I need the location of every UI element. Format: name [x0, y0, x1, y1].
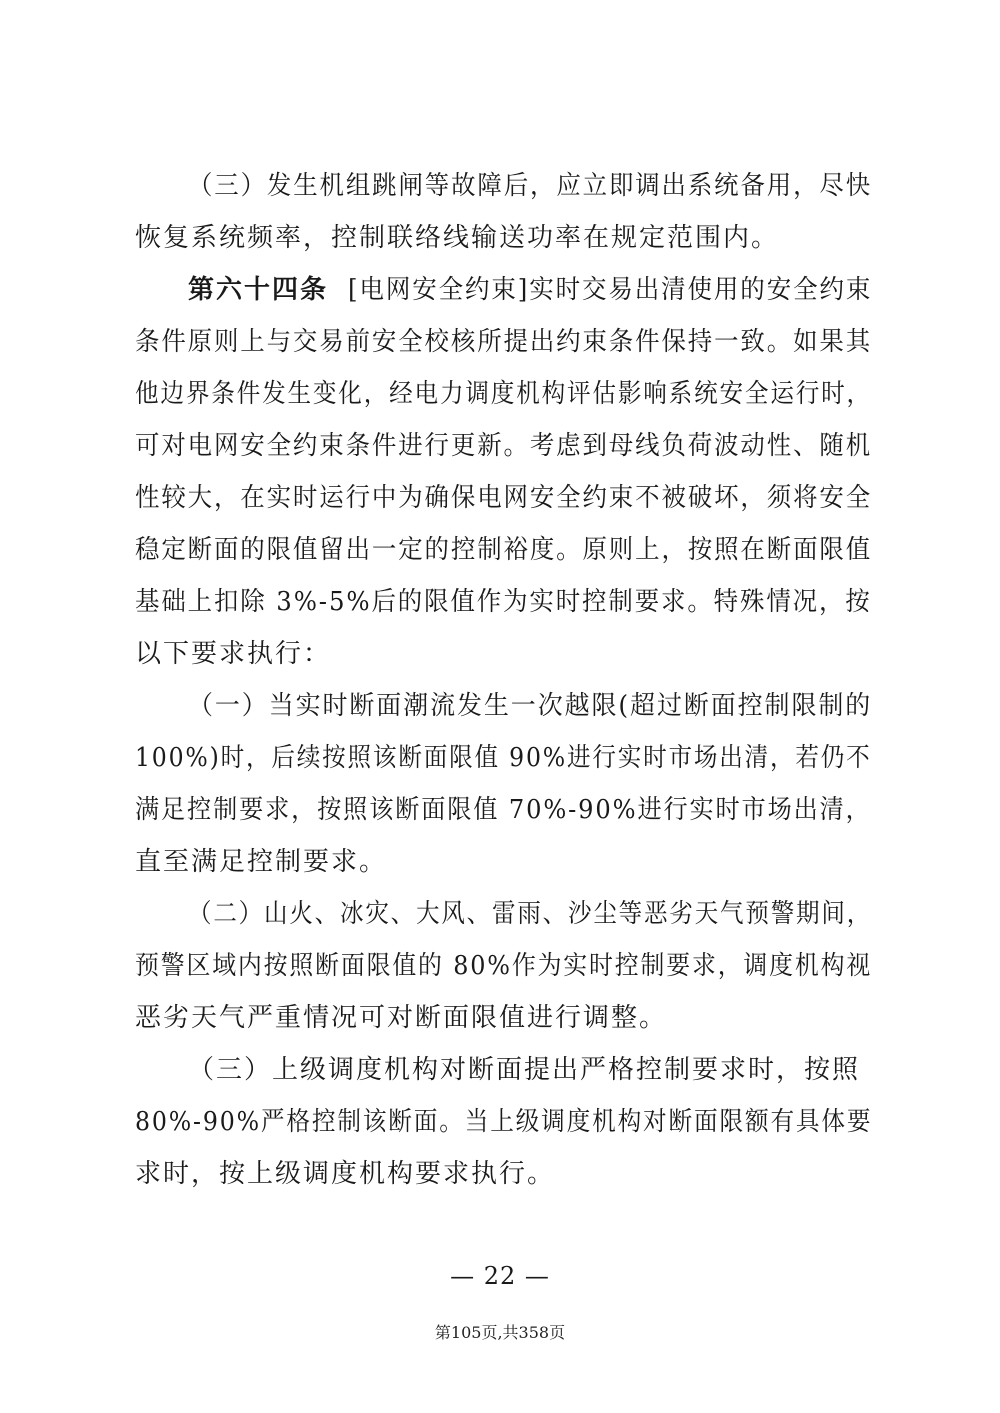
- paragraph-line: 恶劣天气严重情况可对断面限值进行调整。: [135, 1003, 668, 1033]
- page-number: — 22 —: [450, 1262, 550, 1290]
- paragraph-line: （三）发生机组跳闸等故障后，应立即调出系统备用，尽快: [188, 171, 873, 201]
- paragraph-line: 求时，按上级调度机构要求执行。: [135, 1159, 556, 1189]
- paragraph-line: [电网安全约束]实时交易出清使用的安全约束: [348, 275, 873, 305]
- paragraph-line: 100%)时，后续按照该断面限值 90%进行实时市场出清，若仍不: [135, 743, 872, 773]
- paragraph-line: （二）山火、冰灾、大风、雷雨、沙尘等恶劣天气预警期间，: [188, 899, 873, 929]
- paragraph-line: 条件原则上与交易前安全校核所提出约束条件保持一致。如果其: [135, 327, 873, 357]
- paragraph-line: 满足控制要求，按照该断面限值 70%-90%进行实时市场出清，: [135, 795, 872, 825]
- article-heading: 第六十四条: [188, 275, 329, 305]
- paragraph-line: 稳定断面的限值留出一定的控制裕度。原则上，按照在断面限值: [135, 535, 873, 565]
- paragraph-line: 以下要求执行：: [135, 639, 332, 669]
- paragraph-line: 直至满足控制要求。: [135, 847, 388, 877]
- paragraph-line: （三）上级调度机构对断面提出严格控制要求时，按照: [188, 1055, 861, 1085]
- paragraph-line: （一）当实时断面潮流发生一次越限(超过断面控制限制的: [188, 691, 873, 721]
- paragraph-line: 性较大，在实时运行中为确保电网安全约束不被破坏，须将安全: [135, 483, 873, 513]
- paragraph-line: 预警区域内按照断面限值的 80%作为实时控制要求，调度机构视: [135, 951, 873, 981]
- paragraph-line: 恢复系统频率，控制联络线输送功率在规定范围内。: [135, 223, 780, 253]
- paragraph-line: 可对电网安全约束条件进行更新。考虑到母线负荷波动性、随机: [135, 431, 873, 461]
- page-footer: 第105页,共358页: [434, 1323, 566, 1342]
- paragraph-line: 基础上扣除 3%-5%后的限值作为实时控制要求。特殊情况，按: [135, 587, 872, 617]
- paragraph-line: 他边界条件发生变化，经电力调度机构评估影响系统安全运行时，: [135, 379, 872, 409]
- paragraph-line: 80%-90%严格控制该断面。当上级调度机构对断面限额有具体要: [135, 1107, 873, 1137]
